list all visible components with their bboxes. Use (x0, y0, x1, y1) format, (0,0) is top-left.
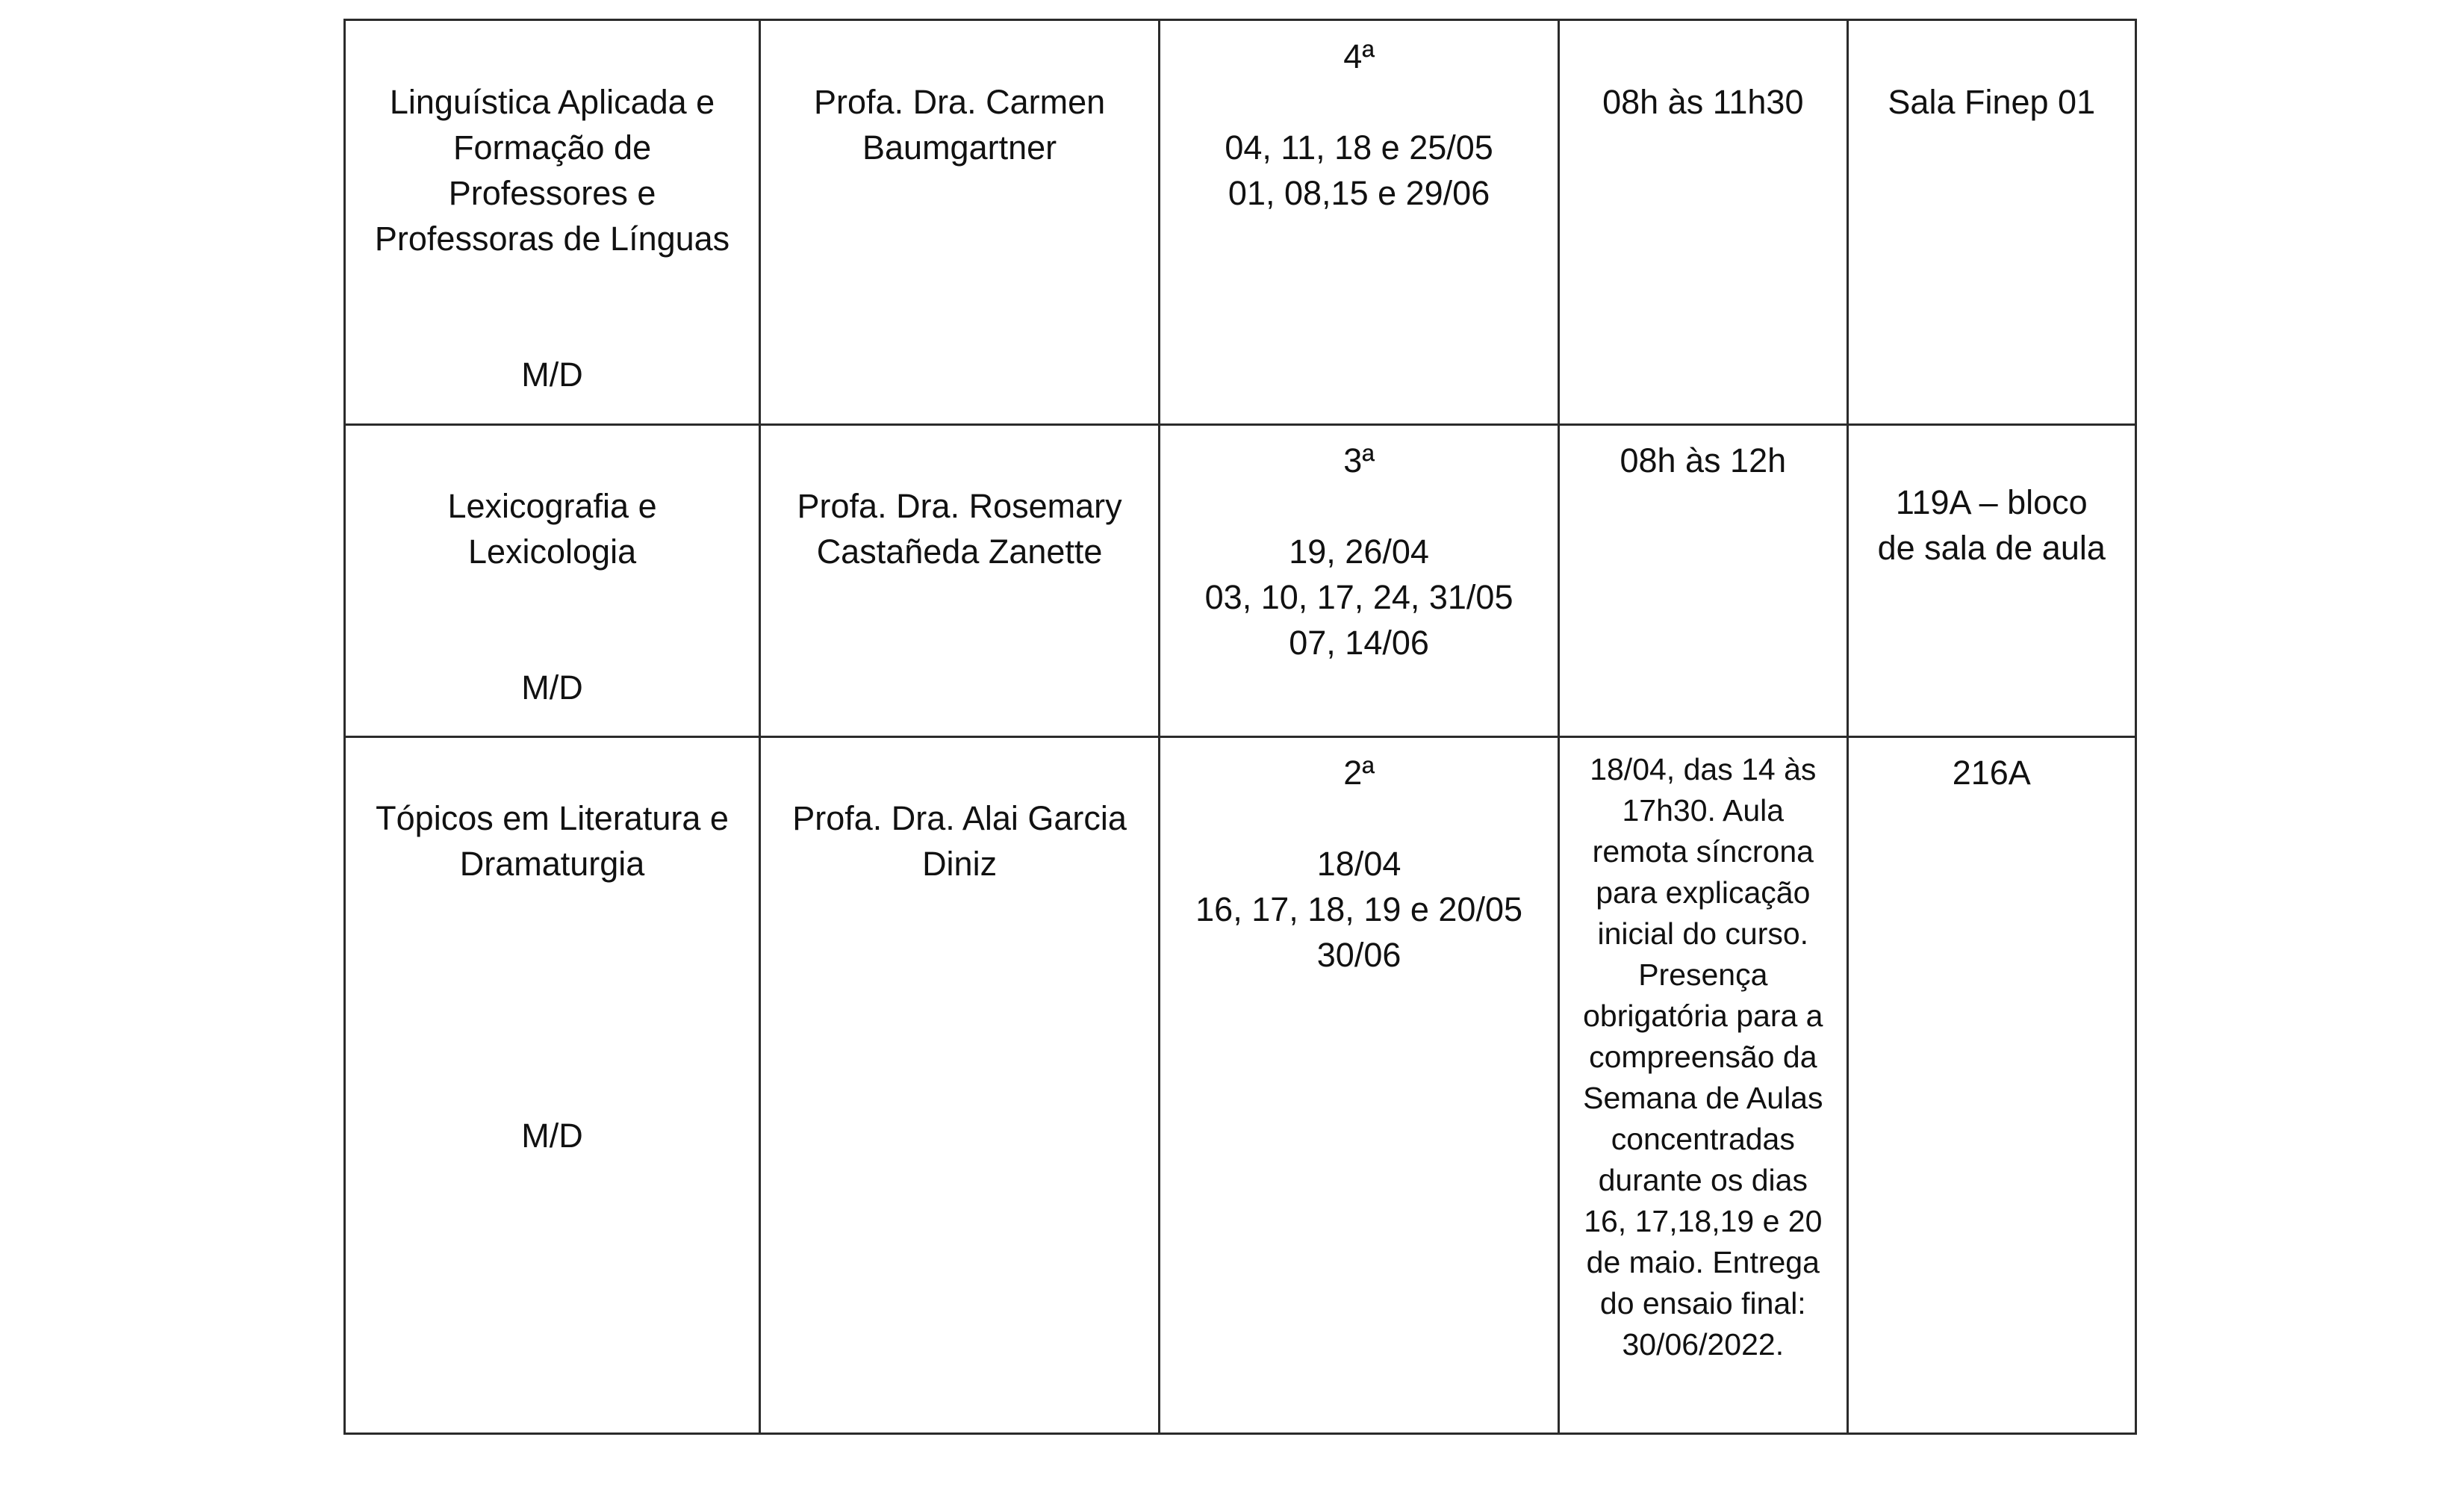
dia-semana: 3ª (1343, 441, 1375, 479)
disciplina-cell (345, 737, 760, 1434)
horario-cell (1559, 737, 1847, 1434)
professor-cell (760, 20, 1160, 425)
sala-cell (1847, 20, 2135, 425)
table-row (345, 737, 2136, 1434)
disciplina-cell (345, 425, 760, 737)
horario-cell (1559, 425, 1847, 737)
horario-text: 08h às 11h30 (1602, 83, 1804, 121)
dia-datas-cell (1160, 20, 1559, 425)
horario-cell (1559, 20, 1847, 425)
professor-cell (760, 425, 1160, 737)
sala-cell (1847, 737, 2135, 1434)
horario-text: 08h às 12h (1620, 441, 1787, 479)
disciplina-name: Tópicos em Literatura e Dramaturgia (376, 799, 729, 883)
dia-datas-cell (1160, 425, 1559, 737)
professor-name: Profa. Dra. Alai Garcia Diniz (792, 799, 1127, 883)
horario-text: 18/04, das 14 às 17h30. Aula remota síncrona para explicação inicial do curso. Presença obrigatória para a compreensão da Semana de Aulas concentradas durante os dias 16, 17,18,19 e 20 de maio. Entrega do ensaio final: 30/06/2022. (1583, 752, 1823, 1362)
nivel-label: M/D (521, 1117, 583, 1155)
dia-datas-cell (1160, 737, 1559, 1434)
datas-list: 19, 26/04 03, 10, 17, 24, 31/05 07, 14/06 (1204, 533, 1513, 662)
disciplina-name: Linguística Aplicada e Formação de Professores e Professoras de Línguas (374, 83, 730, 258)
dia-semana: 2ª (1343, 754, 1375, 792)
disciplina-name: Lexicografia e Lexicologia (447, 487, 657, 571)
dia-semana: 4ª (1343, 37, 1375, 75)
table-row (345, 20, 2136, 425)
nivel-label: M/D (521, 356, 583, 394)
sala-text: Sala Finep 01 (1888, 83, 2096, 121)
professor-cell (760, 737, 1160, 1434)
professor-name: Profa. Dra. Rosemary Castañeda Zanette (797, 487, 1122, 571)
sala-text: 119A – bloco de sala de aula (1877, 483, 2106, 567)
sala-text: 216A (1952, 754, 2031, 792)
schedule-table (343, 19, 2137, 1435)
disciplina-cell (345, 20, 760, 425)
table-row (345, 425, 2136, 737)
datas-list: 18/04 16, 17, 18, 19 e 20/05 30/06 (1195, 845, 1523, 974)
sala-cell (1847, 425, 2135, 737)
datas-list: 04, 11, 18 e 25/05 01, 08,15 e 29/06 (1225, 128, 1493, 212)
professor-name: Profa. Dra. Carmen Baumgartner (814, 83, 1106, 167)
nivel-label: M/D (521, 668, 583, 707)
